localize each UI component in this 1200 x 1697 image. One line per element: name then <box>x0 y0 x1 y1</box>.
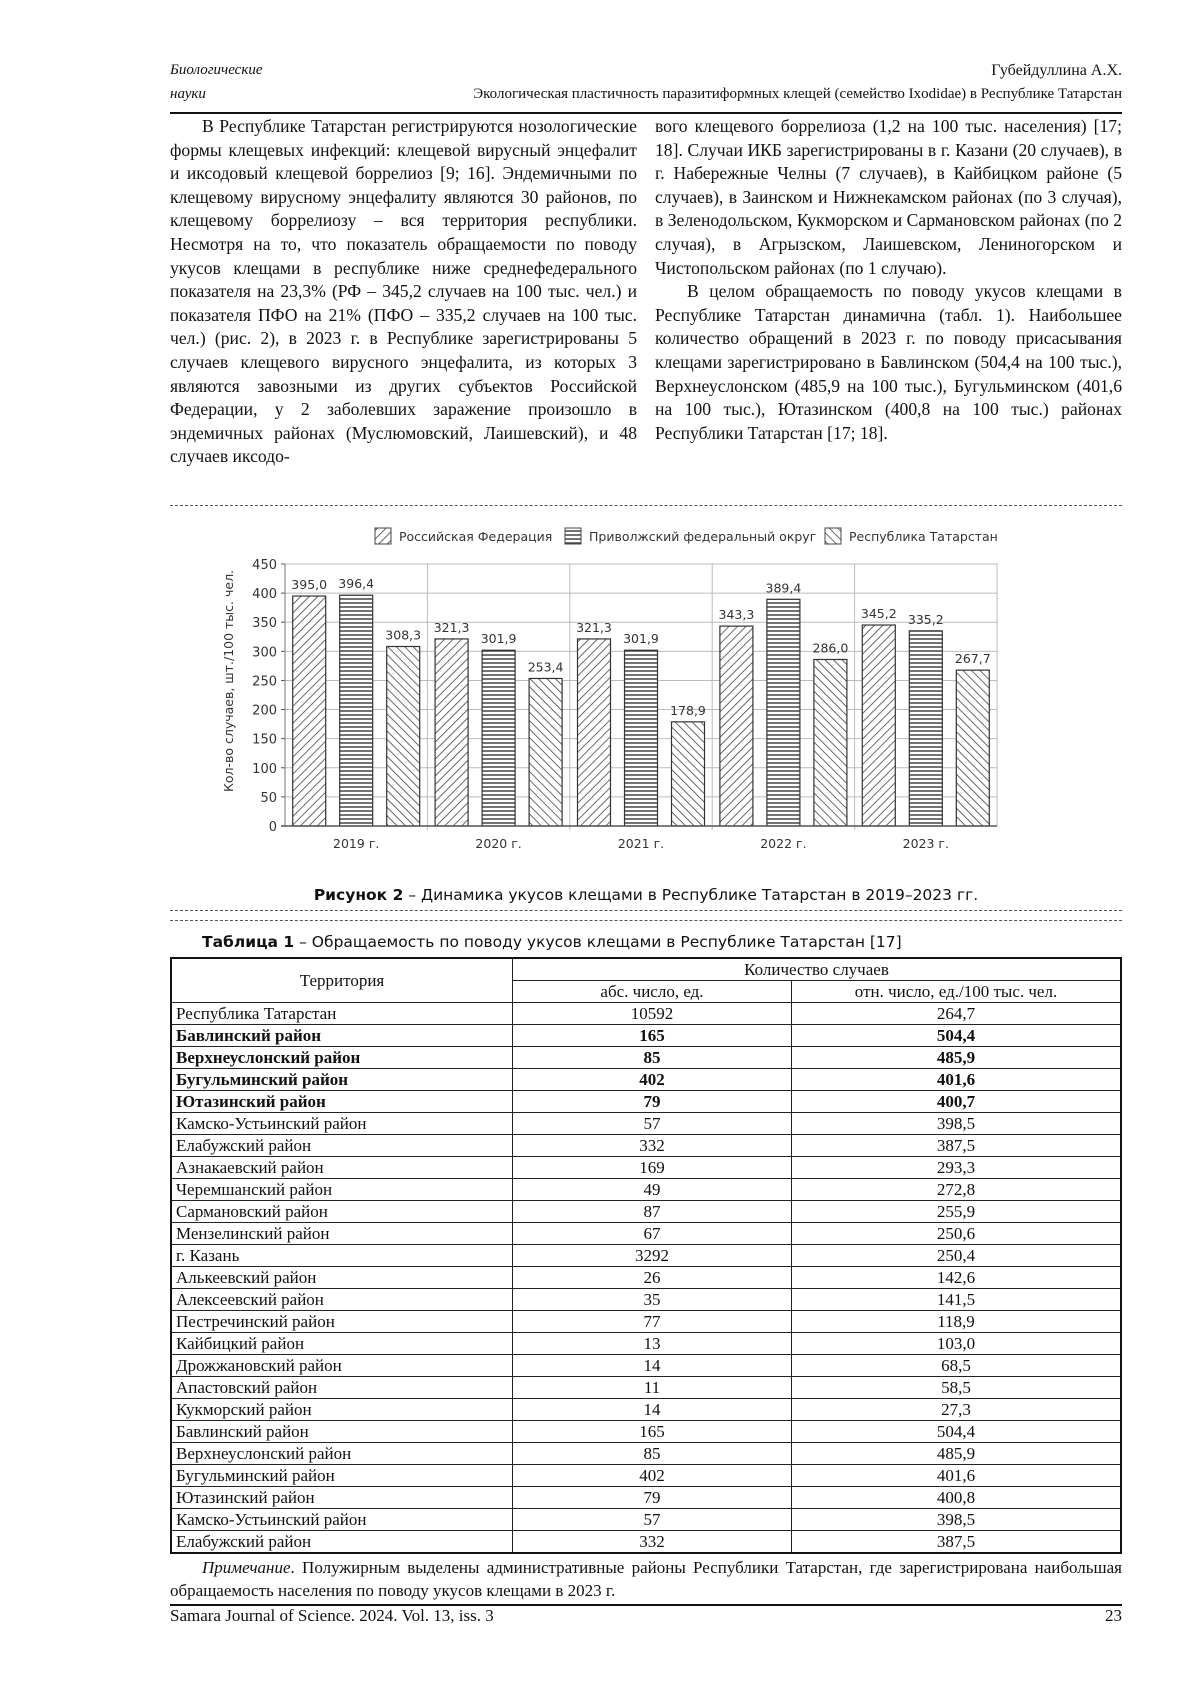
note-label: Примечание <box>202 1558 291 1577</box>
data-label: 321,3 <box>433 619 470 635</box>
cell-territory: Камско-Устьинский район <box>171 1113 513 1135</box>
cell-rel: 255,9 <box>792 1201 1122 1223</box>
cell-abs: 57 <box>513 1509 792 1531</box>
page-number: 23 <box>1105 1606 1122 1625</box>
bar-chart <box>170 506 1122 884</box>
cell-territory: Кукморский район <box>171 1399 513 1421</box>
cell-territory: Елабужский район <box>171 1531 513 1554</box>
cell-rel: 58,5 <box>792 1377 1122 1399</box>
bar <box>814 659 847 826</box>
cell-rel: 27,3 <box>792 1399 1122 1421</box>
table-row <box>171 1465 1121 1487</box>
table-row <box>171 1289 1121 1311</box>
paragraph: вого клещевого боррелиоза (1,2 на 100 тыс. населения) [17; 18]. Случаи ИКБ зарегистрированы в г. Казани (20 случаев), в г. Набережные Челны (7 случаев), в Кайбицком районе (5 случаев), в Заинском и Нижнекамском районах (по 3 случая), в Зеленодольском, Кукморском и Сармановском районах (по 2 случая), в Агрызском, Лаишевском, Лениногорском и Чистопольском районах (по 1 случаю). <box>655 116 1122 278</box>
data-label: 178,9 <box>670 702 706 718</box>
caption-label: Рисунок 2 <box>313 886 404 904</box>
cell-territory: Азнакаевский район <box>171 1157 513 1179</box>
cell-rel: 400,8 <box>792 1487 1122 1509</box>
col-header-group: Количество случаев <box>513 958 1122 981</box>
cell-rel: 387,5 <box>792 1531 1122 1554</box>
body-text <box>170 115 1122 469</box>
col-header-territory: Территория <box>171 958 513 1003</box>
running-header <box>170 62 1122 114</box>
cell-rel: 293,3 <box>792 1157 1122 1179</box>
paragraph: В Республике Татарстан регистрируются нозологические формы клещевых инфекций: клещевой вирусный энцефалит и иксодовый клещевой боррелиоз [9; 16]. Эндемичными по клещевому вирусному энцефалиту являются 30 районов, по клещевому боррелиозу – вся территория республики. Несмотря на то, что показатель обращаемости по поводу укусов клещами в республике ниже среднефедерального показателя на 23,3% (РФ – 345,2 случаев на 100 тыс. чел.) и показателя ПФО на 21% (ПФО – 335,2 случаев на 100 тыс. чел.) (рис. 2), в 2023 г. в Республике зарегистрированы 5 случаев клещевого вирусного энцефалита, из которых 3 являются завозными из других субъектов Российской Федерации, у 2 заболевших заражение произошло в эндемичных районах (Муслюмовский, Лаишевский), и 48 случаев иксодо- <box>170 116 637 467</box>
cell-rel: 250,4 <box>792 1245 1122 1267</box>
bar <box>578 639 611 826</box>
header-author: Губейдуллина А.Х. <box>991 62 1122 79</box>
cell-abs: 165 <box>513 1025 792 1047</box>
cell-territory: Бавлинский район <box>171 1421 513 1443</box>
data-label: 301,9 <box>480 631 517 647</box>
data-label: 253,4 <box>527 659 564 675</box>
table-row <box>171 1003 1121 1025</box>
cell-rel: 400,7 <box>792 1091 1122 1113</box>
page-footer <box>170 1604 1122 1630</box>
cell-rel: 401,6 <box>792 1465 1122 1487</box>
header-section: Биологические <box>170 62 263 78</box>
cell-rel: 250,6 <box>792 1223 1122 1245</box>
cell-abs: 79 <box>513 1091 792 1113</box>
table-title-text: – Обращаемость по поводу укусов клещами в Республике Татарстан [17] <box>294 933 902 951</box>
cell-abs: 14 <box>513 1355 792 1377</box>
cell-territory: Бугульминский район <box>171 1465 513 1487</box>
cell-abs: 402 <box>513 1069 792 1091</box>
data-label: 301,9 <box>623 631 659 647</box>
bar <box>387 647 420 826</box>
cell-rel: 264,7 <box>792 1003 1122 1025</box>
cell-rel: 272,8 <box>792 1179 1122 1201</box>
cell-territory: г. Казань <box>171 1245 513 1267</box>
cell-territory: Верхнеуслонский район <box>171 1443 513 1465</box>
cell-abs: 87 <box>513 1201 792 1223</box>
table-row <box>171 1245 1121 1267</box>
cell-territory: Камско-Устьинский район <box>171 1509 513 1531</box>
bar <box>720 626 753 826</box>
data-label: 395,0 <box>291 577 328 593</box>
bar <box>482 650 515 826</box>
y-tick-label: 450 <box>252 558 277 573</box>
data-label: 308,3 <box>385 627 422 643</box>
bar <box>672 722 705 826</box>
table-note <box>170 1556 1122 1602</box>
y-tick-label: 400 <box>252 587 277 603</box>
cell-abs: 49 <box>513 1179 792 1201</box>
bar <box>529 678 562 826</box>
note-text: . Полужирным выделены административные районы Республики Татарстан, где зарегистрирована наибольшая обращаемость населения по поводу укусов клещами в 2023 г. <box>170 1558 1122 1600</box>
data-label: 335,2 <box>907 611 944 627</box>
legend-swatch <box>565 528 581 544</box>
bar <box>956 670 989 826</box>
cell-rel: 504,4 <box>792 1025 1122 1047</box>
page <box>170 62 1122 1625</box>
table-row <box>171 1531 1121 1554</box>
y-tick-label: 250 <box>252 674 277 690</box>
data-label: 389,4 <box>765 580 802 596</box>
table-row <box>171 1487 1121 1509</box>
legend-label: Республика Татарстан <box>849 529 998 544</box>
legend-swatch <box>825 528 841 544</box>
cell-territory: Пестречинский район <box>171 1311 513 1333</box>
x-tick-label: 2021 г. <box>617 836 665 851</box>
y-tick-label: 300 <box>252 645 277 661</box>
caption-text: – Динамика укусов клещами в Республике Татарстан в 2019–2023 гг. <box>403 886 979 904</box>
cell-abs: 14 <box>513 1399 792 1421</box>
left-column <box>170 115 637 469</box>
cell-abs: 165 <box>513 1421 792 1443</box>
y-axis-label: Кол-во случаев, шт./100 тыс. чел. <box>221 569 236 793</box>
table-row <box>171 1333 1121 1355</box>
header-section-cont: науки <box>170 86 206 102</box>
table-row <box>171 1025 1121 1047</box>
bar <box>625 650 658 826</box>
bar <box>340 595 373 826</box>
cell-territory: Бавлинский район <box>171 1025 513 1047</box>
divider <box>170 920 1122 921</box>
table-row <box>171 1135 1121 1157</box>
cell-territory: Дрожжановский район <box>171 1355 513 1377</box>
cell-rel: 398,5 <box>792 1113 1122 1135</box>
table-row <box>171 1179 1121 1201</box>
data-label: 343,3 <box>718 607 755 623</box>
table-row <box>171 1377 1121 1399</box>
table-row <box>171 1047 1121 1069</box>
cell-rel: 398,5 <box>792 1509 1122 1531</box>
data-label: 396,4 <box>338 576 375 592</box>
cell-territory: Кайбицкий район <box>171 1333 513 1355</box>
table-row <box>171 1399 1121 1421</box>
chart-bars <box>291 576 990 826</box>
cell-abs: 77 <box>513 1311 792 1333</box>
figure-2 <box>170 505 1122 1630</box>
table-title <box>202 933 1122 951</box>
cell-rel: 68,5 <box>792 1355 1122 1377</box>
y-tick-label: 50 <box>260 790 277 806</box>
cell-abs: 79 <box>513 1487 792 1509</box>
cell-abs: 85 <box>513 1443 792 1465</box>
cell-abs: 26 <box>513 1267 792 1289</box>
cell-rel: 504,4 <box>792 1421 1122 1443</box>
bar <box>909 631 942 826</box>
cell-rel: 485,9 <box>792 1047 1122 1069</box>
table-row <box>171 1091 1121 1113</box>
col-header-abs: абс. число, ед. <box>513 981 792 1003</box>
table-row <box>171 1223 1121 1245</box>
bar <box>293 596 326 826</box>
cell-abs: 332 <box>513 1135 792 1157</box>
table-row <box>171 1421 1121 1443</box>
y-tick-label: 0 <box>268 820 277 835</box>
cell-rel: 103,0 <box>792 1333 1122 1355</box>
y-tick-label: 200 <box>252 703 277 719</box>
legend-label: Российская Федерация <box>399 529 553 544</box>
cell-abs: 11 <box>513 1377 792 1399</box>
y-tick-label: 350 <box>252 616 277 632</box>
table-row <box>171 1267 1121 1289</box>
legend-label: Приволжский федеральный округ <box>589 529 817 544</box>
table-row <box>171 1443 1121 1465</box>
cell-abs: 85 <box>513 1047 792 1069</box>
cell-rel: 118,9 <box>792 1311 1122 1333</box>
x-tick-label: 2023 г. <box>902 836 949 851</box>
cell-abs: 10592 <box>513 1003 792 1025</box>
cell-territory: Елабужский район <box>171 1135 513 1157</box>
table-row <box>171 1113 1121 1135</box>
cell-territory: Алькеевский район <box>171 1267 513 1289</box>
paragraph: В целом обращаемость по поводу укусов клещами в Республике Татарстан динамична (табл. 1). Наибольшее количество обращений в 2023 г. по поводу присасывания клещами зарегистрировано в Бавлинском (504,4 на 100 тыс.), Верхнеуслонском (485,9 на 100 тыс.), Бугульминском (401,6 на 100 тыс.), Ютазинском (400,8 на 100 тыс.) районах Республики Татарстан [17; 18]. <box>655 281 1122 443</box>
table-row <box>171 1069 1121 1091</box>
figure-caption <box>170 886 1122 904</box>
y-tick-label: 100 <box>252 761 277 777</box>
data-label: 267,7 <box>954 651 991 667</box>
x-tick-label: 2022 г. <box>760 836 807 851</box>
cell-abs: 169 <box>513 1157 792 1179</box>
chart-legend <box>375 528 998 544</box>
table-row <box>171 1509 1121 1531</box>
bar <box>767 599 800 826</box>
cell-territory: Сармановский район <box>171 1201 513 1223</box>
table-row <box>171 1157 1121 1179</box>
bar <box>435 639 468 826</box>
table-row <box>171 1355 1121 1377</box>
cell-territory: Алексеевский район <box>171 1289 513 1311</box>
cell-territory: Бугульминский район <box>171 1069 513 1091</box>
header-article-title: Экологическая пластичность паразитиформных клещей (семейство Ixodidae) в Республике Татарстан <box>473 86 1122 102</box>
cell-abs: 35 <box>513 1289 792 1311</box>
cell-abs: 13 <box>513 1333 792 1355</box>
cell-territory: Черемшанский район <box>171 1179 513 1201</box>
cell-rel: 141,5 <box>792 1289 1122 1311</box>
cell-abs: 402 <box>513 1465 792 1487</box>
table-label: Таблица 1 <box>202 933 295 951</box>
cell-abs: 57 <box>513 1113 792 1135</box>
bar <box>862 625 895 826</box>
cell-territory: Апастовский район <box>171 1377 513 1399</box>
data-label: 321,3 <box>576 619 612 635</box>
cell-territory: Верхнеуслонский район <box>171 1047 513 1069</box>
cell-territory: Ютазинский район <box>171 1091 513 1113</box>
cell-abs: 332 <box>513 1531 792 1554</box>
table-row <box>171 1311 1121 1333</box>
cell-territory: Республика Татарстан <box>171 1003 513 1025</box>
right-column <box>655 115 1122 469</box>
cell-territory: Мензелинский район <box>171 1223 513 1245</box>
data-label: 286,0 <box>812 640 849 656</box>
cell-rel: 401,6 <box>792 1069 1122 1091</box>
x-tick-label: 2020 г. <box>475 836 522 851</box>
legend-swatch <box>375 528 391 544</box>
cell-rel: 485,9 <box>792 1443 1122 1465</box>
col-header-rel: отн. число, ед./100 тыс. чел. <box>792 981 1122 1003</box>
y-tick-label: 150 <box>252 732 277 748</box>
journal-info: Samara Journal of Science. 2024. Vol. 13, iss. 3 <box>170 1606 494 1625</box>
divider <box>170 910 1122 911</box>
table-row <box>171 1201 1121 1223</box>
cell-territory: Ютазинский район <box>171 1487 513 1509</box>
cell-abs: 67 <box>513 1223 792 1245</box>
cell-abs: 3292 <box>513 1245 792 1267</box>
cell-rel: 142,6 <box>792 1267 1122 1289</box>
data-table <box>170 957 1122 1554</box>
data-label: 345,2 <box>860 606 897 622</box>
cell-rel: 387,5 <box>792 1135 1122 1157</box>
x-tick-label: 2019 г. <box>333 836 380 851</box>
